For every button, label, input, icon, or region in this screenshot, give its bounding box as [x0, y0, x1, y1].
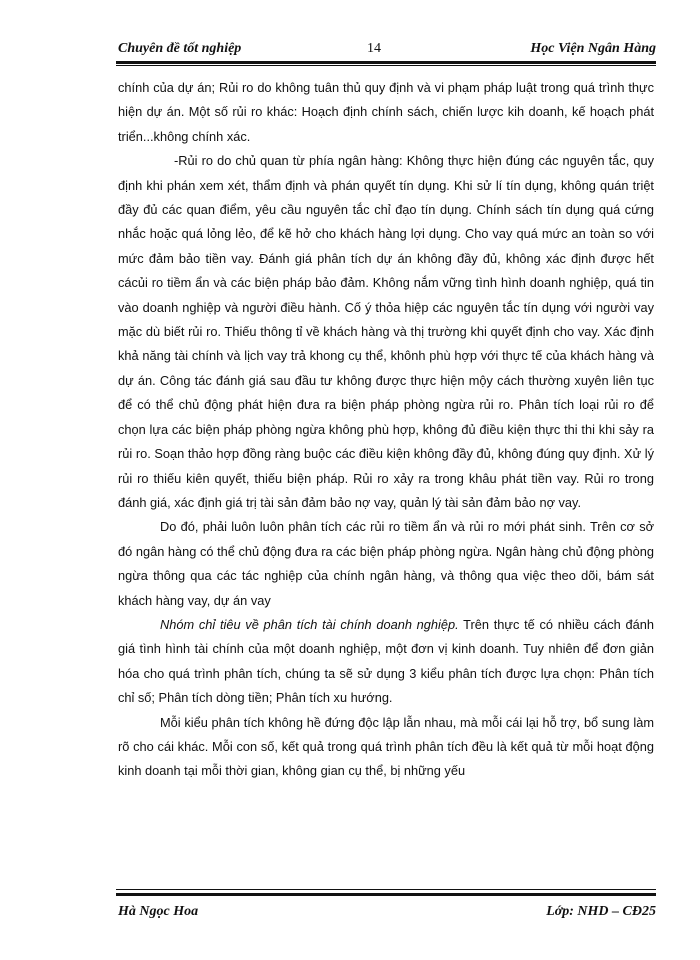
page-header [118, 38, 656, 62]
footer-divider-thin [116, 889, 656, 890]
header-title: Chuyên đề tốt nghiệp [118, 41, 242, 56]
paragraph-5: Mỗi kiểu phân tích không hề đứng độc lập lẫn nhau, mà mỗi cái lại hỗ trợ, bổ sung làm rõ cho cái khác. Mỗi con số, kết quả trong quá trình phân tích đều là kết quả từ mỗi hoạt động kinh doanh tại mỗi thời gian, không gian cụ thể, bị những yếu [118, 714, 654, 779]
header-divider-thick [116, 61, 656, 64]
footer-divider-thick [116, 893, 656, 896]
paragraph-1: chính của dự án; Rủi ro do không tuân thủ quy định và vi phạm pháp luật trong quá trình thực hiện dự án. Một số rủi ro khác: Hoạch định chính sách, chiến lược kih doanh, kế hoạch phát triển...không chính xác. [118, 80, 654, 144]
paragraph-4-text: Trên thực tế có nhiều cách đánh giá tình hình tài chính của một doanh nghiệp, một đơn vị kinh doanh. Tuy nhiên để đơn giản hóa cho quá trình phân tích, chúng ta sẽ sử dụng 3 kiểu phân tích được lựa chọn: Phân tích chỉ số; Phân tích dòng tiền; Phân tích xu hướng. [118, 616, 654, 706]
footer-author: Hà Ngọc Hoa [118, 904, 199, 919]
paragraph-4 [118, 613, 654, 711]
paragraph-3: Do đó, phải luôn luôn phân tích các rủi ro tiềm ẩn và rủi ro mới phát sinh. Trên cơ sở đó ngân hàng có thể chủ động đưa ra các biện pháp phòng ngừa. Ngân hàng chủ động phòng ngừa thông qua các tác nghiệp của chính ngân hàng, và thông qua việc theo dõi, bám sát khách hàng vay, dự án vay [118, 519, 654, 608]
page-number: 14 [367, 41, 381, 56]
page-footer [118, 902, 656, 924]
header-divider-thin [116, 65, 656, 66]
section-heading-italic: Nhóm chỉ tiêu về phân tích tài chính doanh nghiệp. [160, 616, 459, 632]
footer-class: Lớp: NHD – CĐ25 [546, 904, 656, 919]
header-institution: Học Viện Ngân Hàng [530, 41, 656, 56]
document-body [118, 76, 654, 784]
paragraph-2: -Rủi ro do chủ quan từ phía ngân hàng: Không thực hiện đúng các nguyên tắc, quy định khi phán xem xét, thẩm định và phán quyết tín dụng. Khi sử lí tín dụng, không quán triệt đầy đủ các quan điểm, yêu cầu nguyên tắc chỉ đạo tín dụng. Chính sách tín dụng quá cứng nhắc hoặc quá lỏng lẻo, để kẽ hở cho khách hàng lợi dụng. Cho vay quá mức an toàn so với mức đảm bảo tiền vay. Đánh giá phân tích dự án không đầy đủ, không xác định được hết cácủi ro tiềm ẩn và các biện pháp bảo đảm. Không nắm vững tình hình doanh nghiệp, quá tin vào doanh nghiệp và người điều hành. Cố ý thỏa hiệp các nguyên tắc tín dụng với người vay mặc dù biết rủi ro. Thiếu thông tỉ về khách hàng và thị trường khi quyết định cho vay. Xác định khả năng tài chính và lịch vay trả khong cụ thể, khônh phù hợp với thực tế của khách hàng và dự án. Công tác đánh giá sau đầu tư không được thực hiện mộy cách thường xuyên liên tục để có thể chủ động phát hiện đưa ra biện pháp phòng ngừa rủi ro. Phân tích loại rủi ro để chọn lựa các biện pháp phòng ngừa không phù hợp, không đủ điều kiện thực thi thi khi sảy ra rủi ro. Soạn thảo hợp đồng ràng buộc các điều kiện không đầy đủ, không đúng quy định. Xử lý rủi ro thiếu kiên quyết, thiếu biện pháp. Rủi ro xảy ra trong khâu phát tiền vay. Rủi ro trong đánh giá, xác định giá trị tài sản đảm bảo nợ vay, quản lý tài sản đảm bảo nợ vay. [118, 153, 654, 510]
